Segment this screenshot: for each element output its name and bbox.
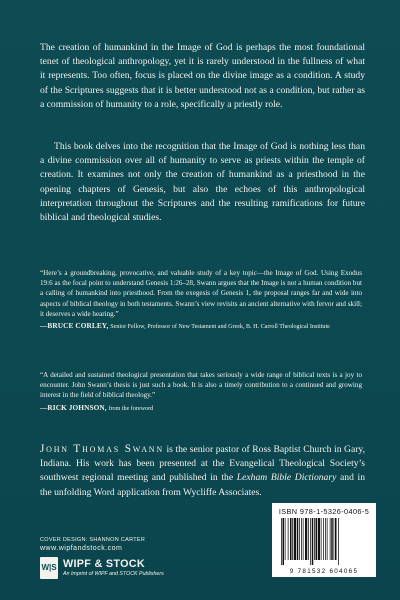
barcode-bar [303, 518, 304, 560]
cover-design-credit: COVER DESIGN: SHANNON CARTER [40, 537, 146, 543]
isbn-label: ISBN 978-1-5326-0406-5 [278, 507, 370, 516]
barcode-bar [330, 518, 331, 560]
barcode-bar [299, 518, 300, 560]
barcode-bar [290, 518, 292, 560]
publisher-logo-icon: W|S [40, 557, 58, 579]
barcode-bar [321, 518, 322, 560]
blurb-paragraph-1: The creation of humankind in the Image of God is perhaps the most foundational tenet of theological anthropology, yet it is rarely understood in the fullness of what it represents. Too often, focus is placed on the divine image as a condition. A study of the Scriptures suggests that it is better understood not as a condition, but rather as a commission of humanity to a role, specifically a priestly role. [40, 42, 365, 110]
barcode-bar [297, 518, 299, 560]
barcode-bar [310, 518, 311, 565]
barcode-bar [327, 518, 328, 560]
endorsement-quote: “A detailed and sustained theological presentation that takes seriously a wide range of biblical texts is a joy to encounter. John Swann’s thesis is just such a book. It is also a timely contribution to a continued and growing interest in the field of biblical theology.” [40, 371, 362, 400]
endorser-role: from the foreword [108, 405, 154, 412]
publisher-name: WIPF & STOCK [63, 558, 145, 570]
barcode-bar [292, 518, 293, 560]
endorser-name: —RICK JOHNSON, [40, 402, 107, 412]
barcode-bar [323, 518, 324, 560]
barcode-bar [334, 518, 335, 560]
isbn-barcode-box [272, 503, 376, 577]
barcode-bar [325, 518, 326, 560]
bio-text-before: is the senior pastor of Ross Baptist Church in Gary, Indiana. His work has been presented at the Evangelical Theological Society’s southwest regional meeting and published in the [40, 444, 365, 484]
barcode-bar [285, 518, 286, 560]
endorser-role: Senior Fellow, Professor of New Testament and Greek, B. H. Carroll Theological Institute [110, 324, 330, 331]
endorser-name: —BRUCE CORLEY, [40, 321, 109, 331]
barcode-bar [283, 518, 285, 565]
barcode-bar [338, 518, 339, 565]
endorsement-attribution [40, 403, 362, 414]
publisher-text [63, 558, 164, 578]
publisher-website: www.wipfandstock.com [40, 545, 123, 552]
endorsement-johnson [40, 370, 362, 414]
endorsement-corley [40, 268, 362, 332]
barcode-bar [335, 518, 337, 560]
barcode-bar [301, 518, 302, 560]
barcode-bar [314, 518, 315, 560]
barcode-bar [316, 518, 318, 560]
barcode-number: 9 781532 604065 [289, 568, 359, 575]
author-name: John Thomas Swann [40, 443, 164, 455]
barcode-bar [312, 518, 314, 565]
endorsement-quote: “Here’s a groundbreaking, provocative, and valuable study of a key topic—the Image of God. Using Exodus 19:6 as the focal point to understand Genesis 1:26–28, Swann argues that the Image is not a human condition but a calling of humankind into priesthood. From the exegesis of Genesis 1, the proposal ranges far and wide into aspects of biblical theology in both testaments. Swann’s view revisits an ancient alternative with fervor and skill; it deserves a wide hearing.” [40, 269, 362, 318]
barcode-bar [305, 518, 307, 560]
barcode-icon [280, 518, 368, 565]
endorsement-attribution [40, 321, 362, 332]
blurb-paragraph-2: This book delves into the recognition that the Image of God is nothing less than a divine commission over all of humanity to serve as priests within the temple of creation. It examines not only the creation of humankind as a priesthood in the opening chapters of Genesis, but also the echoes of this anthropological interpretation throughout the Scriptures and the resulting ramifications for future biblical and theological studies. [40, 141, 365, 224]
bio-italic-title: Lexham Bible Dictionary [236, 472, 337, 484]
barcode-bar [281, 518, 282, 565]
barcode-bar [318, 518, 320, 560]
barcode-bar [288, 518, 289, 560]
author-bio [40, 442, 365, 500]
bio-text-after: and in the unfolding Word application from Wycliffe Associates. [40, 472, 366, 498]
publisher-imprint [40, 557, 164, 579]
barcode-bar [331, 518, 333, 560]
barcode-bar [294, 518, 296, 560]
publisher-tagline: An Imprint of WIPF and STOCK Publishers [63, 571, 164, 577]
barcode-bar [308, 518, 309, 560]
cover-credits [40, 536, 145, 554]
